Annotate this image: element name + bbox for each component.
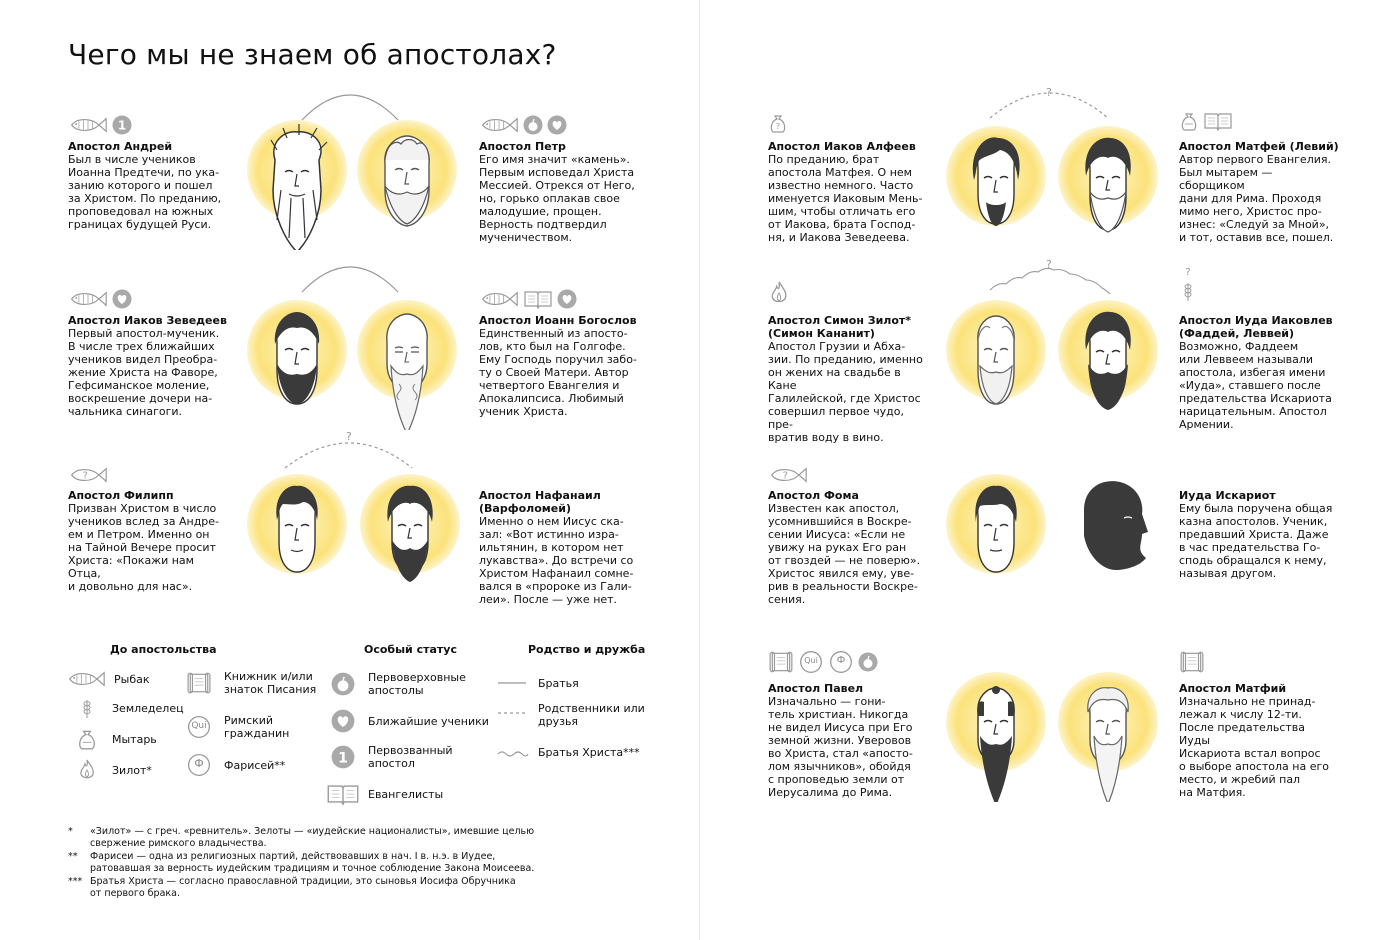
apostle-name: Иуда Искариот: [1179, 489, 1276, 502]
icons-matthew: [1179, 110, 1233, 132]
legend-label: Братья Христа***: [538, 745, 640, 759]
bio-nathanael: [479, 489, 639, 606]
scroll-icon: [182, 671, 216, 695]
apostle-description: Единственный из апосто- лов, кто был на Голгофе. Ему Господь поручил забо- ту о Своей Матери. Автор четвертого Евангелия и Апокалипсиса. Любимый ученик Христа.: [479, 327, 637, 418]
link-question-mark: ?: [1046, 258, 1052, 271]
legend-label: Земледелец: [112, 701, 184, 715]
apostle-name: Апостол Иаков Алфеев: [768, 140, 916, 153]
portrait-jude: [1058, 300, 1158, 400]
portrait-matthias: [1058, 672, 1158, 772]
portrait-andrew: [247, 120, 347, 220]
legend-closest: [326, 709, 489, 733]
money-bag-icon: [1179, 109, 1199, 133]
legend-brothers: [496, 671, 579, 695]
legend-relatives: [496, 702, 645, 728]
legend-label: Книжник и/или знаток Писания: [224, 670, 317, 696]
legend-evangelist: [326, 782, 443, 806]
first-called-icon: [112, 115, 132, 135]
footnote-text: Фарисеи — одна из религиозных партий, действовавших в нач. I в. н.э. в Иудее, ратовавшая за верность иудейским традициям и точное соблюдение Закона Моисеева.: [90, 851, 535, 874]
legend-first-called: [326, 744, 453, 770]
legend-heading-status: Особый статус: [364, 643, 457, 656]
icons-paul: [768, 650, 878, 674]
link-question-mark: ?: [1046, 86, 1052, 99]
portrait-matthew: [1058, 126, 1158, 226]
bio-thomas: [768, 489, 928, 606]
apostle-description: Был в числе учеников Иоанна Предтечи, по ука- занию которого и пошел за Христом. По преданию, проповедовал на южных границах будущей Руси.: [68, 153, 222, 231]
legend-label: Фарисей**: [224, 758, 286, 772]
portrait-john: [357, 300, 457, 400]
fish-icon: [66, 667, 106, 691]
relatives-arc-james-matthew: [990, 93, 1108, 118]
page-title: Чего мы не знаем об апостолах?: [68, 38, 557, 71]
apostle-description: Ему была поручена общая казна апостолов. Ученик, предавший Христа. Даже в час предательства Го- сподь обращался к нему, называя другом.: [1179, 502, 1333, 580]
footnote: [68, 826, 538, 850]
apostle-name: Апостол Матфий: [1179, 682, 1287, 695]
book-icon: [1203, 111, 1233, 131]
qui-icon: [798, 650, 824, 674]
bio-matthew: [1179, 140, 1339, 244]
legend-supreme: [326, 671, 466, 697]
icons-james-zebedee: [68, 288, 132, 310]
apple-icon: [858, 652, 878, 672]
apostle-description: По преданию, брат апостола Матфея. О нем известно немного. Часто именуется Иаковым Мень- шим, чтобы отличать его от Иакова, брата Господ- ня, и Иакова Зеведеева.: [768, 153, 923, 244]
bio-judas: [1179, 489, 1339, 580]
legend-label: Римский гражданин: [224, 714, 290, 740]
portrait-thomas: [946, 474, 1046, 574]
apostle-name: Апостол Матфей (Левий): [1179, 140, 1339, 153]
flame-icon: [70, 758, 104, 782]
link-question-mark: ?: [346, 430, 352, 443]
legend-heading-kin: Родство и дружба: [528, 643, 646, 656]
apple-icon: [326, 672, 360, 696]
fish-question-icon: [68, 465, 108, 485]
first-called-icon: [326, 745, 360, 769]
fish-icon: [68, 115, 108, 135]
legend-label: Родственники или друзья: [538, 702, 645, 728]
apostle-description: Изначально — гони- тель христиан. Никогда не видел Иисуса при Его земной жизни. Уверовов во Христа, стал «апосто- лом язычников», обойдя с проповедью земли от Иерусалима до Рима.: [768, 695, 913, 799]
dashed-line-icon: [496, 703, 530, 727]
legend-label: Зилот*: [112, 763, 152, 777]
apostle-description: Изначально не принад- лежал к числу 12-ти. После предательства Иуды Искариота встал вопрос о выборе апостола на его место, и жребий пал на Матфия.: [1179, 695, 1329, 799]
apostle-name: Апостол Андрей: [68, 140, 173, 153]
portrait-james-zebedee: [247, 300, 347, 400]
bio-jude: [1179, 314, 1339, 431]
footnote: [68, 876, 538, 900]
apostle-name: Апостол Филипп: [68, 489, 174, 502]
portrait-paul: [946, 672, 1046, 772]
heart-icon: [557, 289, 577, 309]
footnote-text: «Зилот» — с греч. «ревнитель». Зелоты — «иудейские националисты», имевшие целью свержение римского владычества.: [90, 826, 535, 849]
lord-brothers-arc-simon-jude: [990, 268, 1110, 294]
apostle-description: Первый апостол-мученик. В числе трех ближайших учеников видел Преобра- жение Христа на Фаворе, Гефсиманское моление, воскрешение дочери на- чальника синагоги.: [68, 327, 220, 418]
flame-icon: [768, 278, 790, 308]
wheat-icon: [1178, 278, 1198, 304]
apostle-name: Апостол Нафанаил (Варфоломей): [479, 489, 601, 515]
icons-thomas: [768, 464, 808, 486]
bio-james-alphaeus: [768, 140, 928, 244]
brothers-arc-andrew-peter: [302, 95, 398, 120]
qui-icon-text: Qui: [804, 656, 818, 665]
bio-peter: [479, 140, 639, 244]
portrait-james-alphaeus: [946, 126, 1046, 226]
bio-simon: [768, 314, 928, 444]
legend-label: Первозванный апостол: [368, 744, 453, 770]
fish-question-icon: [768, 465, 808, 485]
portrait-philip: [247, 474, 347, 574]
friends-arc-philip-nathanael: [285, 443, 412, 468]
icons-jude: [1178, 268, 1198, 310]
footnote: [68, 851, 538, 875]
apostle-description: Именно о нем Иисус ска- зал: «Вот истинно изра- ильтянин, в котором нет лукавства». До встречи со Христом Нафанаил сомне- вался в «пророке из Гали- леи». После — уже нет.: [479, 515, 634, 606]
footnote-mark: **: [68, 851, 78, 862]
bio-paul: [768, 682, 928, 799]
legend-tax-collector: [70, 727, 157, 751]
bio-james-zebedee: [68, 314, 228, 418]
legend-pharisee: [182, 753, 285, 777]
right-page: [700, 0, 1400, 940]
apostle-name: Апостол Павел: [768, 682, 864, 695]
phi-icon-text: Ф: [194, 757, 204, 770]
brothers-arc-james-john: [302, 267, 398, 292]
phi-icon-text: Ф: [836, 655, 846, 666]
apple-icon: [523, 115, 543, 135]
fish-icon: [479, 115, 519, 135]
apostle-description: Возможно, Фаддеем или Леввеем называли апостола, избегая имени «Иуда», ставшего после предательства Искариота нарицательным. Апостол Армении.: [1179, 340, 1332, 431]
apostle-name: Апостол Симон Зилот* (Симон Кананит): [768, 314, 912, 340]
icons-matthias: [1179, 650, 1205, 674]
icons-john: [479, 288, 577, 310]
bio-matthias: [1179, 682, 1339, 799]
apostle-name: Апостол Иуда Иаковлев (Фаддей, Леввей): [1179, 314, 1333, 340]
apostle-name: Апостол Петр: [479, 140, 566, 153]
apostle-name: Апостол Фома: [768, 489, 859, 502]
apostle-name: Апостол Иаков Зеведеев: [68, 314, 227, 327]
portrait-simon: [946, 300, 1046, 400]
footnote-text: Братья Христа — согласно православной традиции, это сыновья Иосифа Обручника от первого брака.: [90, 876, 516, 899]
footnote-mark: *: [68, 826, 73, 837]
money-bag-question-icon: [768, 111, 788, 135]
solid-line-icon: [496, 671, 530, 695]
qui-icon-text: Qui: [191, 721, 207, 731]
portrait-nathanael: [360, 474, 460, 574]
heart-icon: [112, 289, 132, 309]
fish-icon: [68, 289, 108, 309]
book-icon: [523, 289, 553, 309]
fish-icon: [479, 289, 519, 309]
legend-label: Мытарь: [112, 732, 157, 746]
legend-fisher: [66, 667, 150, 691]
phi-icon: [182, 753, 216, 777]
footnotes: [68, 826, 538, 901]
qui-icon: [182, 715, 216, 739]
apostle-description: Призван Христом в число учеников вслед за Андре- ем и Петром. Именно он на Тайной Вечере просит Христа: «Покажи нам Отца, и довольно для нас».: [68, 502, 220, 593]
legend-roman: [182, 714, 289, 740]
portrait-judas: [1066, 474, 1166, 574]
legend-label: Ближайшие ученики: [368, 714, 489, 728]
heart-icon: [326, 709, 360, 733]
question-mark: ?: [1185, 267, 1191, 278]
icons-andrew: [68, 114, 132, 136]
legend-scribe: [182, 670, 316, 696]
icons-james-alphaeus: [768, 112, 788, 134]
scroll-icon: [1179, 650, 1205, 674]
legend-label: Рыбак: [114, 672, 150, 686]
footnote-mark: ***: [68, 876, 83, 887]
apostle-name: Апостол Иоанн Богослов: [479, 314, 637, 327]
legend-lord-brothers: [496, 740, 640, 764]
phi-icon: [828, 650, 854, 674]
scroll-icon: [768, 650, 794, 674]
apostle-description: Апостол Грузии и Абха- зии. По преданию, именно он жених на свадьбе в Кане Галилейской, где Христос совершил первое чудо, пре- вратив воду в вино.: [768, 340, 923, 444]
apostle-description: Известен как апостол, усомнившийся в Воскре- сении Иисуса: «Если не увижу на руках Его ран от гвоздей — не поверю». Христос явился ему, уве- рив в реальности Воскре- сения.: [768, 502, 921, 606]
legend-label: Первоверховные апостолы: [368, 671, 466, 697]
bio-philip: [68, 489, 228, 593]
bio-andrew: [68, 140, 228, 231]
legend-label: Братья: [538, 676, 579, 690]
legend-farmer: [70, 696, 184, 720]
icons-peter: [479, 114, 567, 136]
legend-heading-before: До апостольства: [110, 643, 217, 656]
portrait-peter: [357, 120, 457, 220]
wheat-icon: [70, 696, 104, 720]
wavy-line-icon: [496, 740, 530, 764]
bio-john: [479, 314, 639, 418]
book-icon: [326, 782, 360, 806]
icons-simon: [768, 276, 790, 310]
legend-zealot: [70, 758, 152, 782]
apostle-description: Его имя значит «камень». Первым исповедал Христа Мессией. Отрекся от Него, но, горько оплакав свое малодушие, прощен. Верность подтвердил мученичеством.: [479, 153, 635, 244]
money-bag-icon: [70, 727, 104, 751]
heart-icon: [547, 115, 567, 135]
apostle-description: Автор первого Евангелия. Был мытарем — сборщиком дани для Рима. Проходя мимо него, Христос про- изнес: «Следуй за Мной», и тот, оставив все, пошел.: [1179, 153, 1334, 244]
legend-label: Евангелисты: [368, 787, 444, 801]
icons-philip: [68, 464, 108, 486]
